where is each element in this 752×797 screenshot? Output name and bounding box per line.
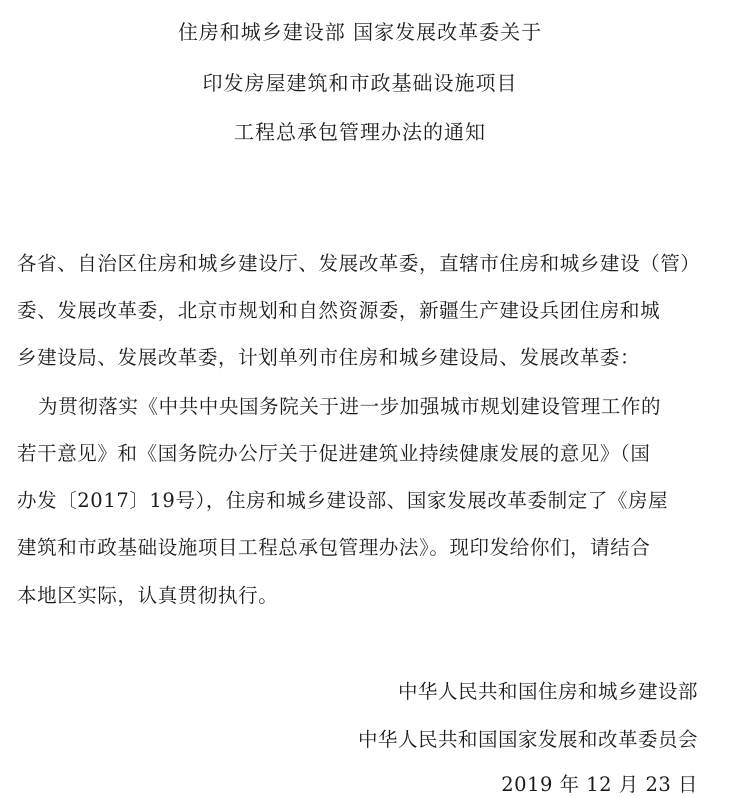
issuer-ministry-housing: 中华人民共和国住房和城乡建设部 xyxy=(397,680,698,703)
issue-date: 2019 年 12 月 23 日 xyxy=(501,773,698,796)
body-line: 若干意见》和《国务院办公厅关于促进建筑业持续健康发展的意见》（国 xyxy=(17,442,651,465)
title-line-2: 印发房屋建筑和市政基础设施项目 xyxy=(202,71,518,95)
addressee-line: 各省、自治区住房和城乡建设厅、发展改革委，直辖市住房和城乡建设（管） xyxy=(17,252,701,275)
body-line: 建筑和市政基础设施项目工程总承包管理办法》。现印发给你们，请结合 xyxy=(17,536,651,559)
title-line-3: 工程总承包管理办法的通知 xyxy=(234,120,486,144)
body-line: 本地区实际，认真贯彻执行。 xyxy=(17,584,279,607)
title-line-1: 住房和城乡建设部 国家发展改革委关于 xyxy=(177,20,543,44)
addressee-line: 委、发展改革委，北京市规划和自然资源委，新疆生产建设兵团住房和城 xyxy=(17,299,661,322)
body-line: 为贯彻落实《中共中央国务院关于进一步加强城市规划建设管理工作的 xyxy=(38,395,662,418)
issuer-ndrc: 中华人民共和国国家发展和改革委员会 xyxy=(357,728,698,751)
addressee-line: 乡建设局、发展改革委，计划单列市住房和城乡建设局、发展改革委： xyxy=(17,346,641,369)
body-line: 办发〔2017〕19号），住房和城乡建设部、国家发展改革委制定了《房屋 xyxy=(17,489,669,512)
